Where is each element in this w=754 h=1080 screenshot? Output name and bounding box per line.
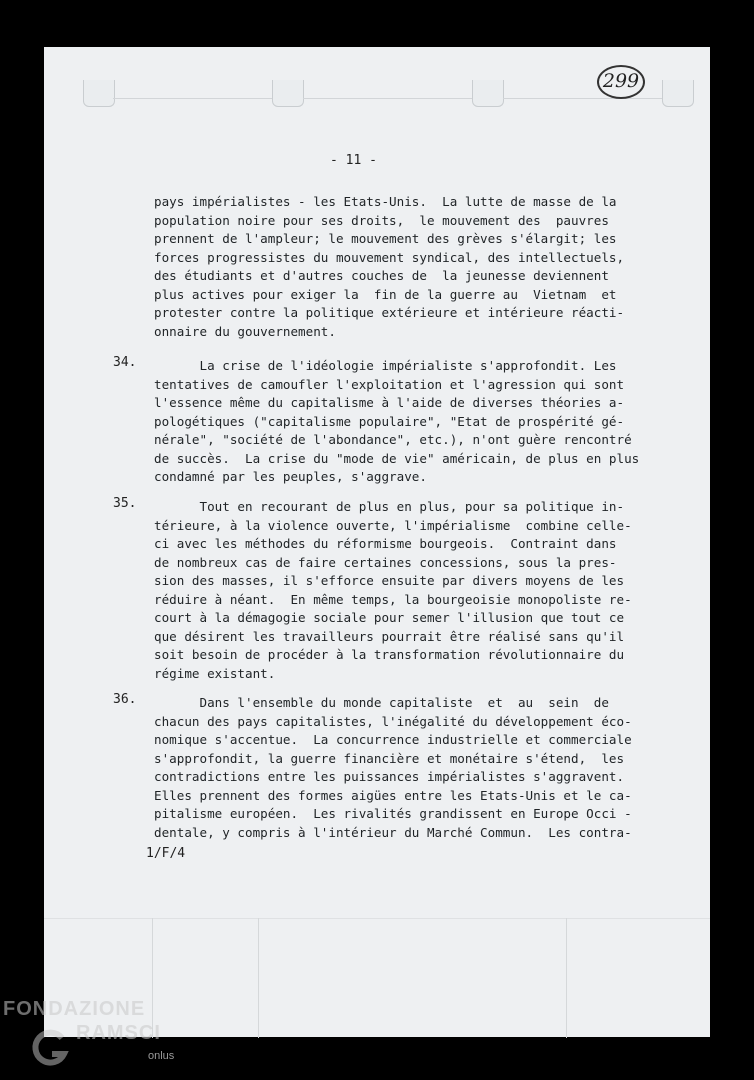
text-line: pays impérialistes - les Etats-Unis. La lutte de masse de la [154, 194, 617, 209]
binder-tab [662, 80, 694, 107]
text-line: population noire pour ses droits, le mouvement des pauvres [154, 212, 609, 228]
fold-line [258, 918, 259, 1038]
paragraph-number: 34. [113, 355, 137, 370]
text-line: tentatives de camoufler l'exploitation et l'agression qui sont [154, 376, 625, 392]
text-line: court à la démagogie sociale pour semer l'illusion que tout ce [154, 610, 625, 625]
text-line: La crise de l'idéologie impérialiste s'approfondit. Les [154, 358, 617, 373]
text-line: ci avec les méthodes du réformisme bourgeois. Contraint dans [154, 536, 617, 551]
page-fold-line [44, 918, 710, 919]
binder-tab [472, 80, 504, 107]
text-line: prennent de l'ampleur; le mouvement des grèves s'élargit; les [154, 231, 617, 246]
paragraph-continuation [154, 193, 624, 341]
fold-line [152, 918, 153, 1038]
text-line: protester contre la politique extérieure et intérieure réacti- [154, 305, 625, 320]
paragraph-number: 36. [113, 692, 137, 707]
logo-line2: RAMSCI [76, 1022, 161, 1044]
paragraph-35 [154, 498, 632, 683]
text-line: de succès. La crise du "mode de vie" américain, de plus en plus [154, 450, 640, 466]
text-line: que désirent les travailleurs pourrait être réalisé sans qu'il [154, 628, 625, 644]
text-line: de nombreux cas de faire certaines concessions, sous la pres- [154, 554, 617, 570]
text-line: des étudiants et d'autres couches de la jeunesse deviennent [154, 268, 609, 283]
text-line: onnaire du gouvernement. [154, 323, 336, 339]
text-line: réduire à néant. En même temps, la bourgeoisie monopoliste re- [154, 591, 632, 607]
text-line: chacun des pays capitalistes, l'inégalité du développement éco- [154, 713, 632, 729]
text-line: Dans l'ensemble du monde capitaliste et au sein de [154, 695, 609, 710]
archive-stamp: 299 [597, 65, 645, 99]
text-line: s'approfondit, la guerre financière et monétaire s'étend, les [154, 750, 625, 766]
text-line: Elles prennent des formes aigües entre les Etats-Unis et le ca- [154, 787, 632, 803]
text-line: l'essence même du capitalisme à l'aide de diverses théories a- [154, 395, 625, 410]
text-line: sion des masses, il s'efforce ensuite par divers moyens de les [154, 573, 625, 588]
logo-g-icon [30, 1028, 70, 1068]
text-line: térieure, à la violence ouverte, l'impérialisme combine celle- [154, 517, 632, 533]
paragraph-34 [154, 357, 640, 487]
text-line: condamné par les peuples, s'aggrave. [154, 469, 427, 484]
text-line: pitalisme européen. Les rivalités grandissent en Europe Occi - [154, 806, 632, 821]
text-line: régime existant. [154, 665, 276, 681]
logo-line1: FONDAZIONE [3, 998, 146, 1020]
binder-tab [272, 80, 304, 107]
text-line: pologétiques ("capitalisme populaire", "Etat de prospérité gé- [154, 413, 625, 429]
binder-tab [83, 80, 115, 107]
page-number: - 11 - [330, 153, 377, 168]
text-line: forces progressistes du mouvement syndical, des intellectuels, [154, 249, 625, 265]
text-line: Tout en recourant de plus en plus, pour sa politique in- [154, 499, 625, 514]
text-line: nomique s'accentue. La concurrence industrielle et commerciale [154, 732, 632, 747]
text-line: plus actives pour exiger la fin de la guerre au Vietnam et [154, 286, 617, 302]
fold-line [566, 918, 567, 1038]
logo-suffix: onlus [148, 1050, 175, 1062]
paragraph-number: 35. [113, 496, 137, 511]
text-line: soit besoin de procéder à la transformation révolutionnaire du [154, 647, 625, 662]
paragraph-36 [154, 694, 632, 842]
binder-edge [113, 86, 272, 99]
text-line: nérale", "société de l'abondance", etc.), n'ont guère rencontré [154, 432, 632, 447]
binder-edge [303, 86, 472, 99]
text-line: contradictions entre les puissances impérialistes s'aggravent. [154, 769, 625, 784]
footer-reference: 1/F/4 [146, 846, 186, 861]
text-line: dentale, y compris à l'intérieur du Marché Commun. Les contra- [154, 824, 632, 840]
